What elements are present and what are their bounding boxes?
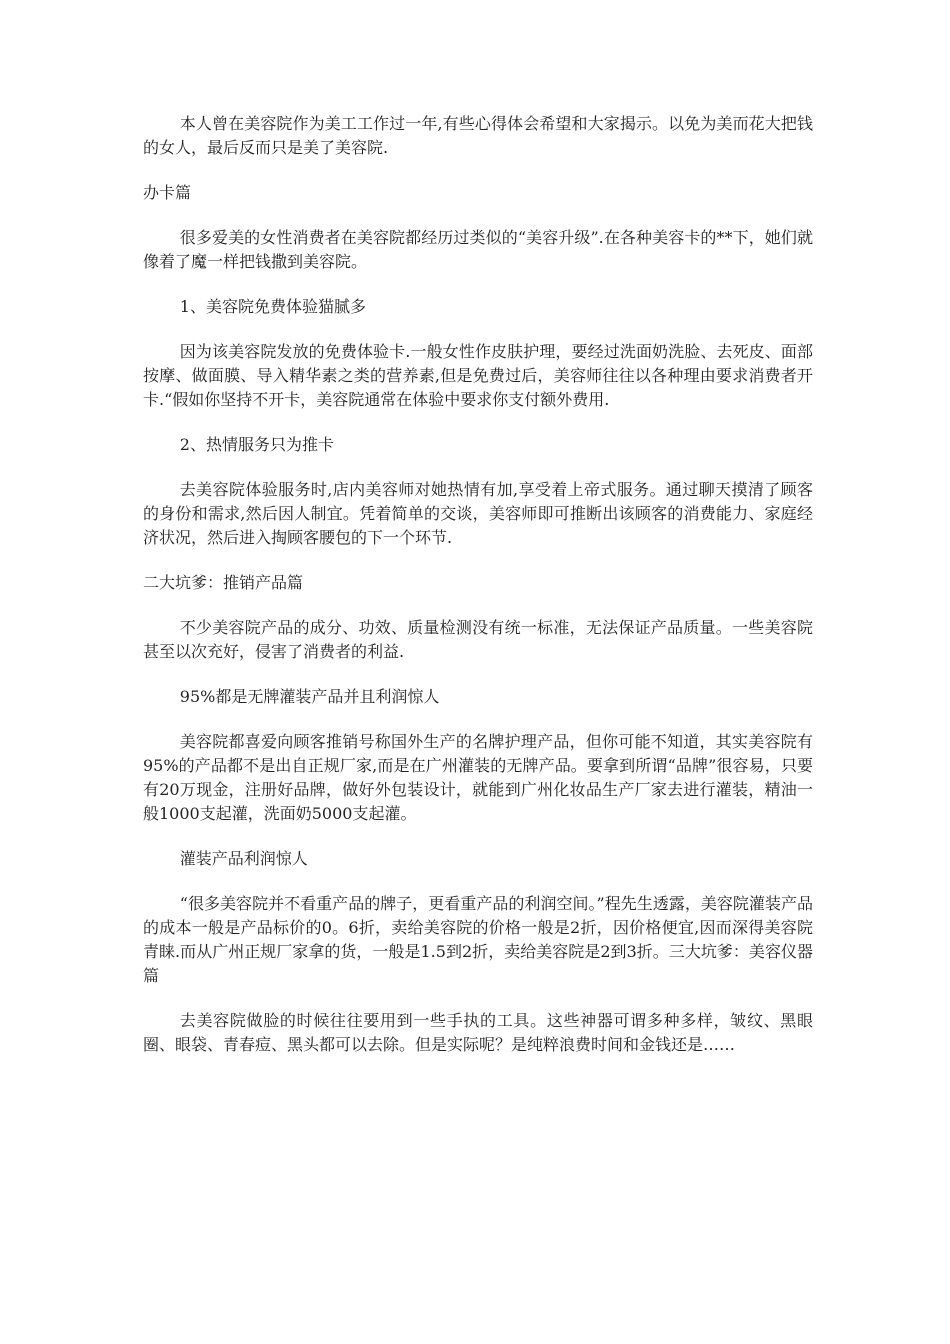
paragraph-profit: “很多美容院并不看重产品的牌子，更看重产品的利润空间。”程先生透露，美容院灌装产品的成本一般是产品标价的0。6折，卖给美容院的价格一般是2折，因价格便宜,因而深得美容院青睐.而从广州正规厂家拿的货，一般是1.5到2折，卖给美容院是2到3折。三大坑爹：美容仪器篇 [143,894,813,985]
subheading-warm-service: 2、热情服务只为推卡 [179,435,334,454]
paragraph-warm-service: 去美容院体验服务时,店内美容师对她热情有加,享受着上帝式服务。通过聊天摸清了顾客的身份和需求,然后因人制宜。凭着简单的交谈，美容师即可推断出该顾客的消费能力、家庭经济状况，然后进入掏顾客腰包的下一个环节. [143,480,813,547]
paragraph-free-trial: 因为该美容院发放的免费体验卡.一般女性作皮肤护理，要经过洗面奶洗脸、去死皮、面部按摩、做面膜、导入精华素之类的营养素,但是免费过后，美容师往往以各种理由要求消费者开卡.“假如你坚持不开卡，美容院通常在体验中要求你支付额外费用. [143,342,813,409]
paragraph-card-intro: 很多爱美的女性消费者在美容院都经历过类似的“美容升级”.在各种美容卡的**下，她们就像着了魔一样把钱撒到美容院。 [143,228,813,271]
paragraph-unbranded: 美容院都喜爱向顾客推销号称国外生产的名牌护理产品，但你可能不知道，其实美容院有95%的产品都不是出自正规厂家,而是在广州灌装的无牌产品。要拿到所谓“品牌”很容易，只要有20万现金，注册好品牌，做好外包装设计，就能到广州化妆品生产厂家去进行灌装，精油一般1000支起灌，洗面奶5000支起灌。 [143,732,813,823]
intro-paragraph: 本人曾在美容院作为美工工作过一年,有些心得体会希望和大家揭示。以免为美而花大把钱的女人，最后反而只是美了美容院. [143,114,813,157]
document-page [143,112,813,1078]
paragraph-products-intro: 不少美容院产品的成分、功效、质量检测没有统一标准，无法保证产品质量。一些美容院甚至以次充好，侵害了消费者的利益. [143,618,813,661]
subheading-profit: 灌装产品利润惊人 [179,849,308,868]
section-heading-card: 办卡篇 [143,183,192,202]
section-heading-products: 二大坑爹：推销产品篇 [143,573,304,592]
subheading-free-trial: 1、美容院免费体验猫腻多 [179,297,366,316]
subheading-unbranded: 95%都是无牌灌装产品并且利润惊人 [179,687,440,706]
paragraph-instruments: 去美容院做脸的时候往往要用到一些手执的工具。这些神器可谓多种多样，皱纹、黑眼圈、眼袋、青春痘、黑头都可以去除。但是实际呢？是纯粹浪费时间和金钱还是…… [143,1011,813,1054]
